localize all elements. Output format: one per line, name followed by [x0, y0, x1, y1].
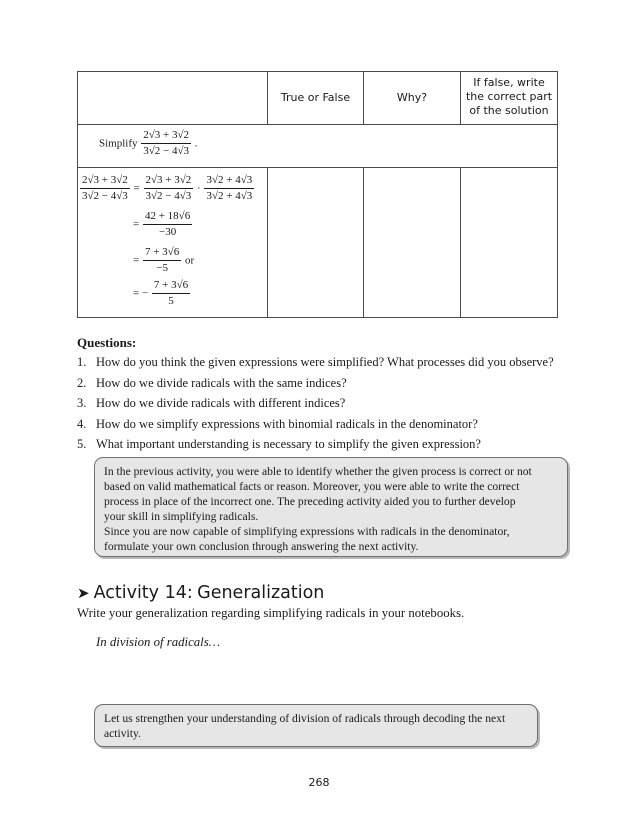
table-border-left — [77, 71, 78, 318]
header-if-false-line: If false, write — [473, 76, 545, 89]
info-box-line: your skill in simplifying radicals. — [104, 510, 259, 523]
equals-sign: = — [133, 182, 140, 195]
info-box-line: In the previous activity, you were able to identify whether the given process is correct or not — [104, 465, 532, 478]
solution-step-3 — [133, 246, 194, 275]
problem-expression — [99, 129, 198, 158]
conjugate-fraction — [204, 174, 254, 203]
question-item — [77, 414, 554, 435]
question-number: 2. — [77, 375, 87, 390]
table-border-bottom — [77, 317, 558, 318]
problem-label: Simplify — [99, 137, 138, 150]
table-border-top — [77, 71, 558, 72]
table-border-right — [557, 71, 558, 318]
solution-step-4 — [133, 279, 191, 308]
closing-box — [94, 704, 538, 747]
question-text: What important understanding is necessary to simplify the given expression? — [96, 437, 481, 451]
question-number: 3. — [77, 396, 87, 410]
table-row-divider — [77, 124, 558, 125]
question-item — [77, 434, 554, 455]
fraction-denominator: −30 — [158, 226, 177, 238]
info-box-line: based on valid mathematical facts or reason. Moreover, you were able to write the correct — [104, 480, 520, 493]
fraction-numerator: 7 + 3√6 — [152, 279, 190, 294]
table-col-divider — [460, 167, 461, 318]
header-if-false — [461, 76, 557, 118]
question-number: 1. — [77, 355, 87, 369]
questions-title: Questions: — [77, 335, 137, 350]
table-col-divider — [267, 167, 268, 318]
equals-sign: = — [133, 218, 140, 231]
problem-end: . — [194, 137, 198, 150]
header-why: Why? — [396, 91, 428, 104]
solution-fraction — [143, 210, 192, 239]
solution-fraction — [143, 246, 181, 275]
fraction-denominator: 5 — [168, 295, 174, 307]
fraction-denominator: −5 — [156, 262, 168, 274]
solution-fraction — [144, 174, 194, 203]
closing-box-line: activity. — [104, 727, 141, 740]
solution-fraction — [152, 279, 190, 308]
fraction-numerator: 2√3 + 3√2 — [144, 174, 194, 189]
problem-fraction — [141, 129, 191, 158]
true-false-table — [77, 71, 558, 318]
info-box-line: process in place of the incorrect one. The preceding activity aided you to further develop — [104, 495, 516, 508]
activity-label: Activity 14: — [93, 583, 193, 603]
fraction-numerator: 3√2 + 4√3 — [204, 174, 254, 189]
solution-step-1 — [79, 174, 255, 203]
solution-step-2 — [133, 210, 193, 239]
closing-box-line: Let us strengthen your understanding of division of radicals through decoding the next — [104, 712, 506, 725]
equals-sign: = — [133, 254, 140, 267]
equals-minus-sign: = − — [133, 287, 149, 300]
info-box — [94, 457, 568, 557]
question-text: How do we divide radicals with different indices? — [96, 396, 346, 410]
questions-list — [77, 352, 554, 455]
multiply-dot: · — [197, 182, 201, 195]
header-if-false-line: the correct part — [465, 90, 553, 103]
question-item — [77, 373, 554, 394]
table-row-divider — [77, 167, 558, 168]
fraction-numerator: 42 + 18√6 — [143, 210, 192, 225]
fraction-numerator: 2√3 + 3√2 — [141, 129, 191, 144]
header-if-false-line: of the solution — [469, 104, 549, 117]
activity-instruction: Write your generalization regarding simplifying radicals in your notebooks. — [77, 606, 465, 620]
activity-prompt: In division of radicals… — [96, 635, 221, 649]
fraction-denominator: 3√2 − 4√3 — [82, 190, 128, 202]
info-box-line: Since you are now capable of simplifying expressions with radicals in the denominator, — [104, 525, 510, 538]
question-number: 5. — [77, 437, 87, 451]
fraction-denominator: 3√2 − 4√3 — [143, 145, 190, 157]
table-col-divider — [363, 167, 364, 318]
info-box-line: formulate your own conclusion through answering the next activity. — [104, 540, 419, 553]
header-true-or-false: True or False — [280, 91, 351, 104]
question-text: How do we divide radicals with the same indices? — [96, 375, 347, 390]
question-item — [77, 352, 554, 373]
fraction-denominator: 3√2 + 4√3 — [206, 190, 253, 202]
question-text: How do you think the given expressions were simplified? What processes did you observe? — [96, 355, 554, 369]
activity-heading — [77, 582, 324, 603]
fraction-denominator: 3√2 − 4√3 — [145, 190, 192, 202]
activity-title: Generalization — [197, 583, 325, 603]
question-number: 4. — [77, 416, 87, 431]
solution-fraction — [80, 174, 130, 203]
page-number: 268 — [308, 776, 330, 789]
or-word: or — [184, 254, 195, 267]
question-item — [77, 393, 554, 414]
arrow-icon: ➤ — [77, 586, 90, 602]
question-text: How do we simplify expressions with binomial radicals in the denominator? — [96, 416, 478, 431]
fraction-numerator: 7 + 3√6 — [143, 246, 181, 261]
fraction-numerator: 2√3 + 3√2 — [80, 174, 130, 189]
